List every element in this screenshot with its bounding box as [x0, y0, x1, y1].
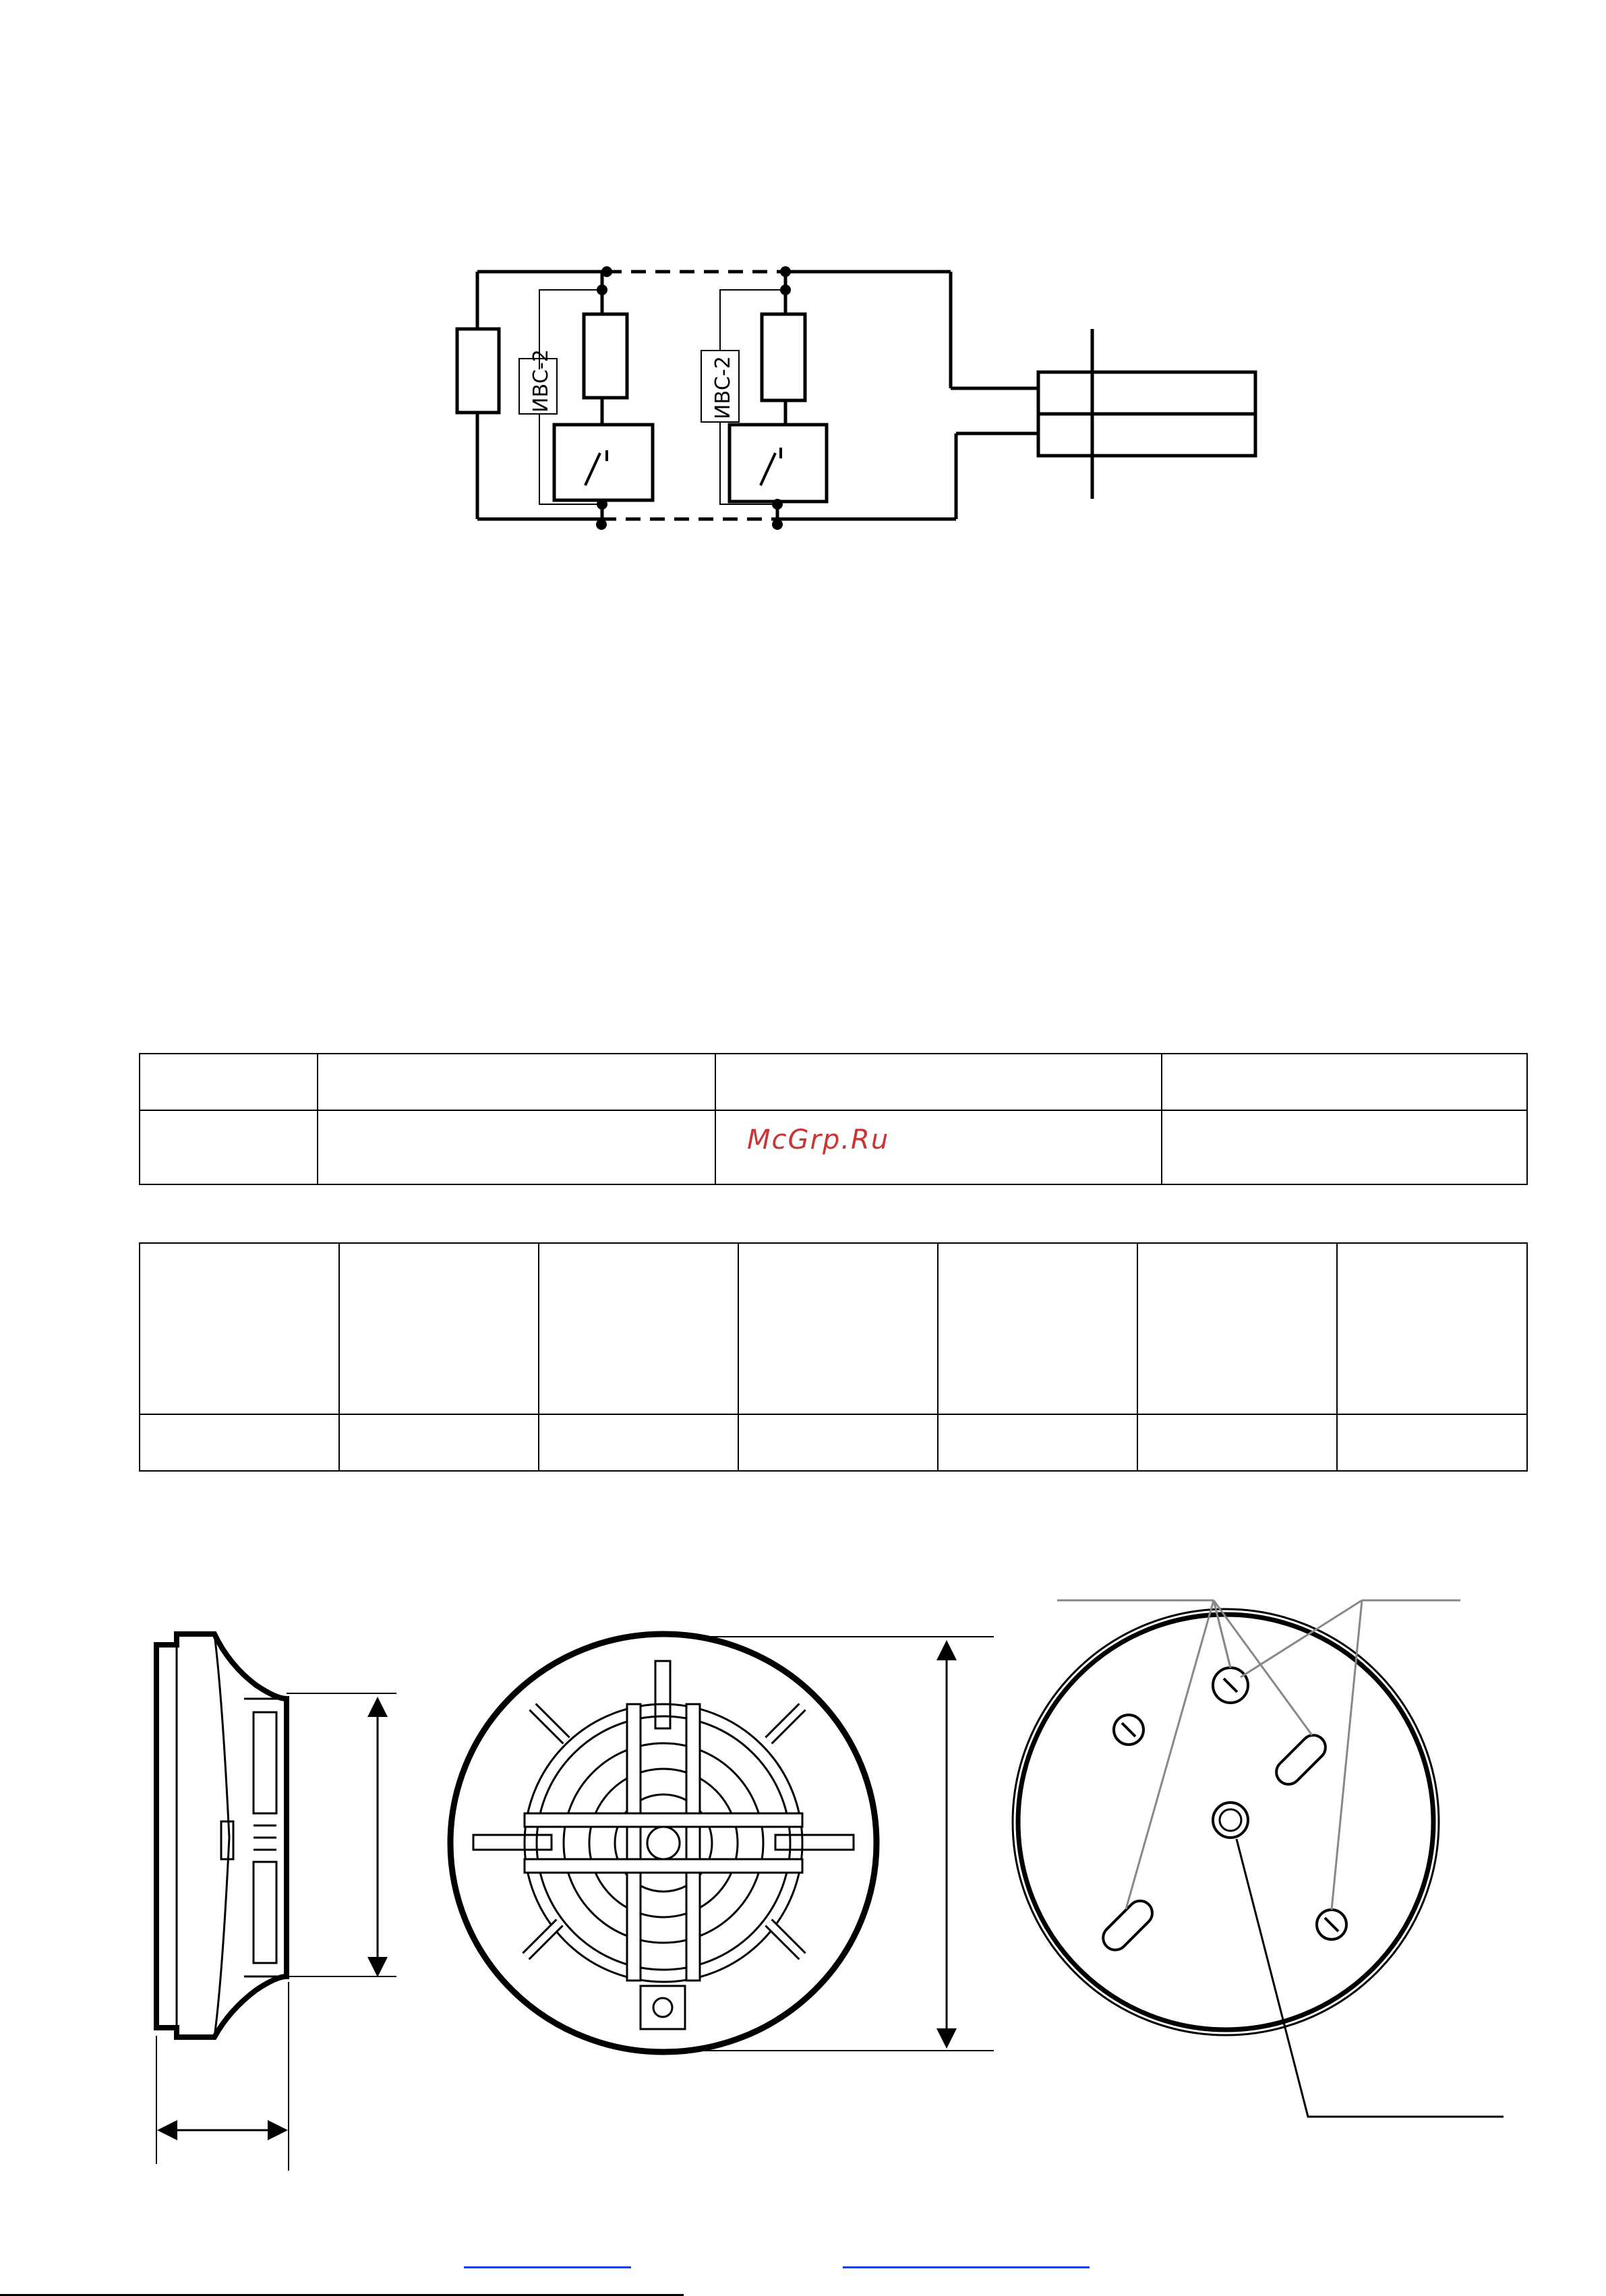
watermark: McGrp.Ru — [747, 1124, 890, 1155]
side-view — [156, 1634, 396, 2171]
front-view — [450, 1634, 994, 2052]
footer-link-2[interactable] — [843, 2266, 1090, 2268]
detector-label-2: ИВС-2 — [711, 356, 735, 419]
back-view — [1013, 1600, 1504, 2117]
detector-label-1: ИВС-2 — [529, 349, 553, 413]
footer-link-1[interactable] — [464, 2266, 631, 2268]
